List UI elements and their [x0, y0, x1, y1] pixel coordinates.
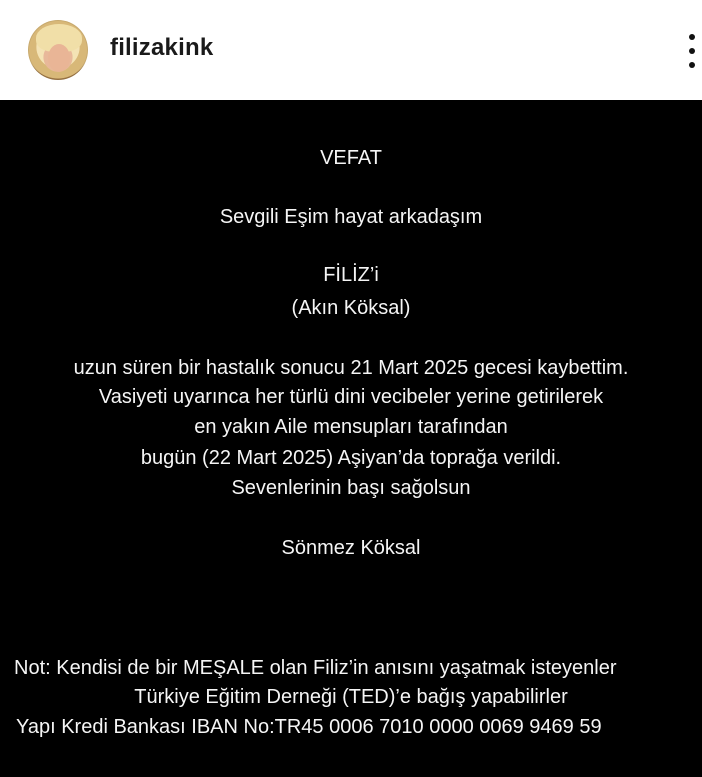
- body-line: Vasiyeti uyarınca her türlü dini vecibeler yerine getirilerek: [98, 386, 604, 408]
- signature: Sönmez Köksal: [281, 537, 421, 559]
- body-line: bugün (22 Mart 2025) Aşiyan’da toprağa verildi.: [140, 447, 562, 469]
- post-header: [0, 0, 702, 100]
- body-line: en yakın Aile mensupları tarafından: [194, 416, 508, 438]
- more-options-button[interactable]: [682, 28, 702, 74]
- post-line-1: Sevgili Eşim hayat arkadaşım: [219, 206, 483, 228]
- note-line: Not: Kendisi de bir MEŞALE olan Filiz’in anısını yaşatmak isteyenler: [14, 657, 617, 679]
- more-options-icon: [689, 48, 695, 54]
- avatar-face: [48, 44, 70, 72]
- maiden-name: (Akın Köksal): [291, 297, 411, 319]
- username-link[interactable]: filizakink: [110, 34, 214, 61]
- post-title: VEFAT: [320, 147, 382, 169]
- more-options-icon: [689, 62, 695, 68]
- post-image: [0, 100, 702, 777]
- body-line: Sevenlerinin başı sağolsun: [231, 477, 471, 499]
- avatar[interactable]: [28, 20, 88, 80]
- note-line: Türkiye Eğitim Derneği (TED)’e bağış yapabilirler: [134, 686, 568, 708]
- more-options-icon: [689, 34, 695, 40]
- note-line: Yapı Kredi Bankası IBAN No:TR45 0006 7010 0000 0069 9469 59: [16, 716, 602, 738]
- deceased-name: FİLİZ’i: [323, 264, 379, 286]
- body-line: uzun süren bir hastalık sonucu 21 Mart 2025 gecesi kaybettim.: [73, 357, 629, 379]
